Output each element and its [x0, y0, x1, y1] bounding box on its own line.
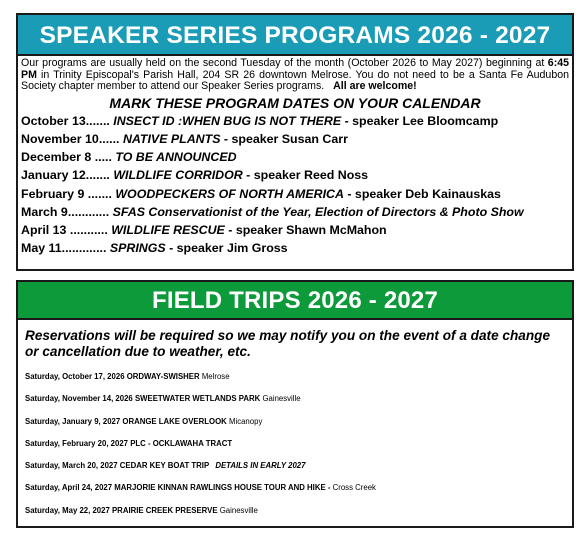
program-item — [21, 166, 572, 184]
program-speaker: - speaker Reed Noss — [246, 168, 369, 183]
trip-item — [25, 388, 572, 410]
trip-date: Saturday, October 17, 2026 — [25, 372, 125, 381]
program-date: January 12....... — [21, 168, 110, 183]
program-title: WILDLIFE CORRIDOR — [113, 168, 243, 183]
trip-item — [25, 455, 572, 477]
program-date: October 13....... — [21, 113, 110, 128]
program-item — [21, 221, 572, 239]
program-date: April 13 ........... — [21, 222, 108, 237]
trip-name: CEDAR KEY BOAT TRIP — [119, 461, 210, 471]
trip-extra: DETAILS IN EARLY 2027 — [215, 461, 306, 471]
trip-name: PLC - OCKLAWAHA TRACT — [130, 438, 233, 448]
trip-name: ORDWAY-SWISHER — [126, 372, 200, 381]
trip-date: Saturday, January 9, 2027 — [25, 416, 121, 426]
program-speaker: - speaker Shawn McMahon — [228, 222, 387, 237]
speaker-series-panel — [16, 13, 574, 271]
trip-item — [25, 366, 572, 388]
program-title: SFAS Conservationist of the Year, Election of Directors & Photo Show — [112, 204, 524, 219]
trip-location: Cross Creek — [332, 483, 376, 493]
program-title: NATIVE PLANTS — [122, 131, 221, 146]
field-trips-title: FIELD TRIPS 2026 - 2027 — [18, 282, 572, 320]
program-list — [18, 112, 572, 258]
program-speaker: - speaker Lee Bloomcamp — [344, 113, 499, 128]
program-date: March 9............ — [21, 204, 110, 219]
trip-list — [18, 366, 572, 522]
program-item — [21, 185, 572, 203]
program-title: SPRINGS — [109, 241, 166, 256]
trip-name: SWEETWATER WETLANDS PARK — [134, 394, 261, 404]
trip-name: MARJORIE KINNAN RAWLINGS HOUSE TOUR AND HIKE - — [114, 483, 331, 493]
trip-date: Saturday, March 20, 2027 — [25, 461, 118, 471]
trip-location: Melrose — [201, 372, 230, 381]
program-date: May 11............. — [21, 241, 107, 256]
intro-welcome: All are welcome! — [333, 80, 417, 93]
intro-time: 6:45 PM — [21, 57, 569, 81]
trip-date: Saturday, November 14, 2026 — [25, 394, 133, 404]
trip-date: Saturday, May 22, 2027 — [25, 505, 110, 515]
trip-item — [25, 477, 572, 499]
program-item — [21, 130, 572, 148]
program-speaker: - speaker Deb Kainauskas — [347, 186, 501, 201]
trip-item — [25, 411, 572, 433]
speaker-intro-text — [18, 56, 572, 93]
trip-date: Saturday, April 24, 2027 — [25, 483, 113, 493]
program-item — [21, 148, 572, 166]
field-trips-panel — [16, 280, 574, 528]
program-title: TO BE ANNOUNCED — [115, 150, 237, 165]
intro-part-2: in Trinity Episcopal's Parish Hall, 204 SR 26 downtown Melrose. You do not need to be a Santa Fe Audubon Society chapter member to attend our Speaker Series programs. — [21, 68, 569, 93]
program-date: November 10...... — [21, 131, 120, 146]
speaker-series-title: SPEAKER SERIES PROGRAMS 2026 - 2027 — [18, 15, 572, 56]
program-speaker: - speaker Susan Carr — [223, 131, 348, 146]
intro-part-1: Our programs are usually held on the second Tuesday of the month (October 2026 to May 2027) beginning at — [21, 57, 548, 69]
trip-location: Gainesville — [219, 505, 258, 515]
trip-location: Gainesville — [262, 394, 301, 404]
trip-name: PRAIRIE CREEK PRESERVE — [111, 505, 218, 515]
program-title: INSECT ID :WHEN BUG IS NOT THERE — [113, 113, 342, 128]
trip-location: Micanopy — [228, 416, 263, 426]
program-date: December 8 ..... — [21, 150, 112, 165]
program-item — [21, 239, 572, 257]
trip-name: ORANGE LAKE OVERLOOK — [122, 416, 227, 426]
program-item — [21, 112, 572, 130]
program-title: WOODPECKERS OF NORTH AMERICA — [115, 186, 344, 201]
trip-item — [25, 500, 572, 522]
trip-date: Saturday, February 20, 2027 — [25, 438, 129, 448]
reservation-note: Reservations will be required so we may notify you on the event of a date change or cancellation due to weather, etc. — [25, 328, 550, 359]
program-item — [21, 203, 572, 221]
calendar-heading: MARK THESE PROGRAM DATES ON YOUR CALENDAR — [109, 94, 481, 111]
program-title: WILDLIFE RESCUE — [111, 222, 225, 237]
trip-item — [25, 433, 572, 455]
program-speaker: - speaker Jim Gross — [169, 241, 288, 256]
program-date: February 9 ....... — [21, 186, 112, 201]
